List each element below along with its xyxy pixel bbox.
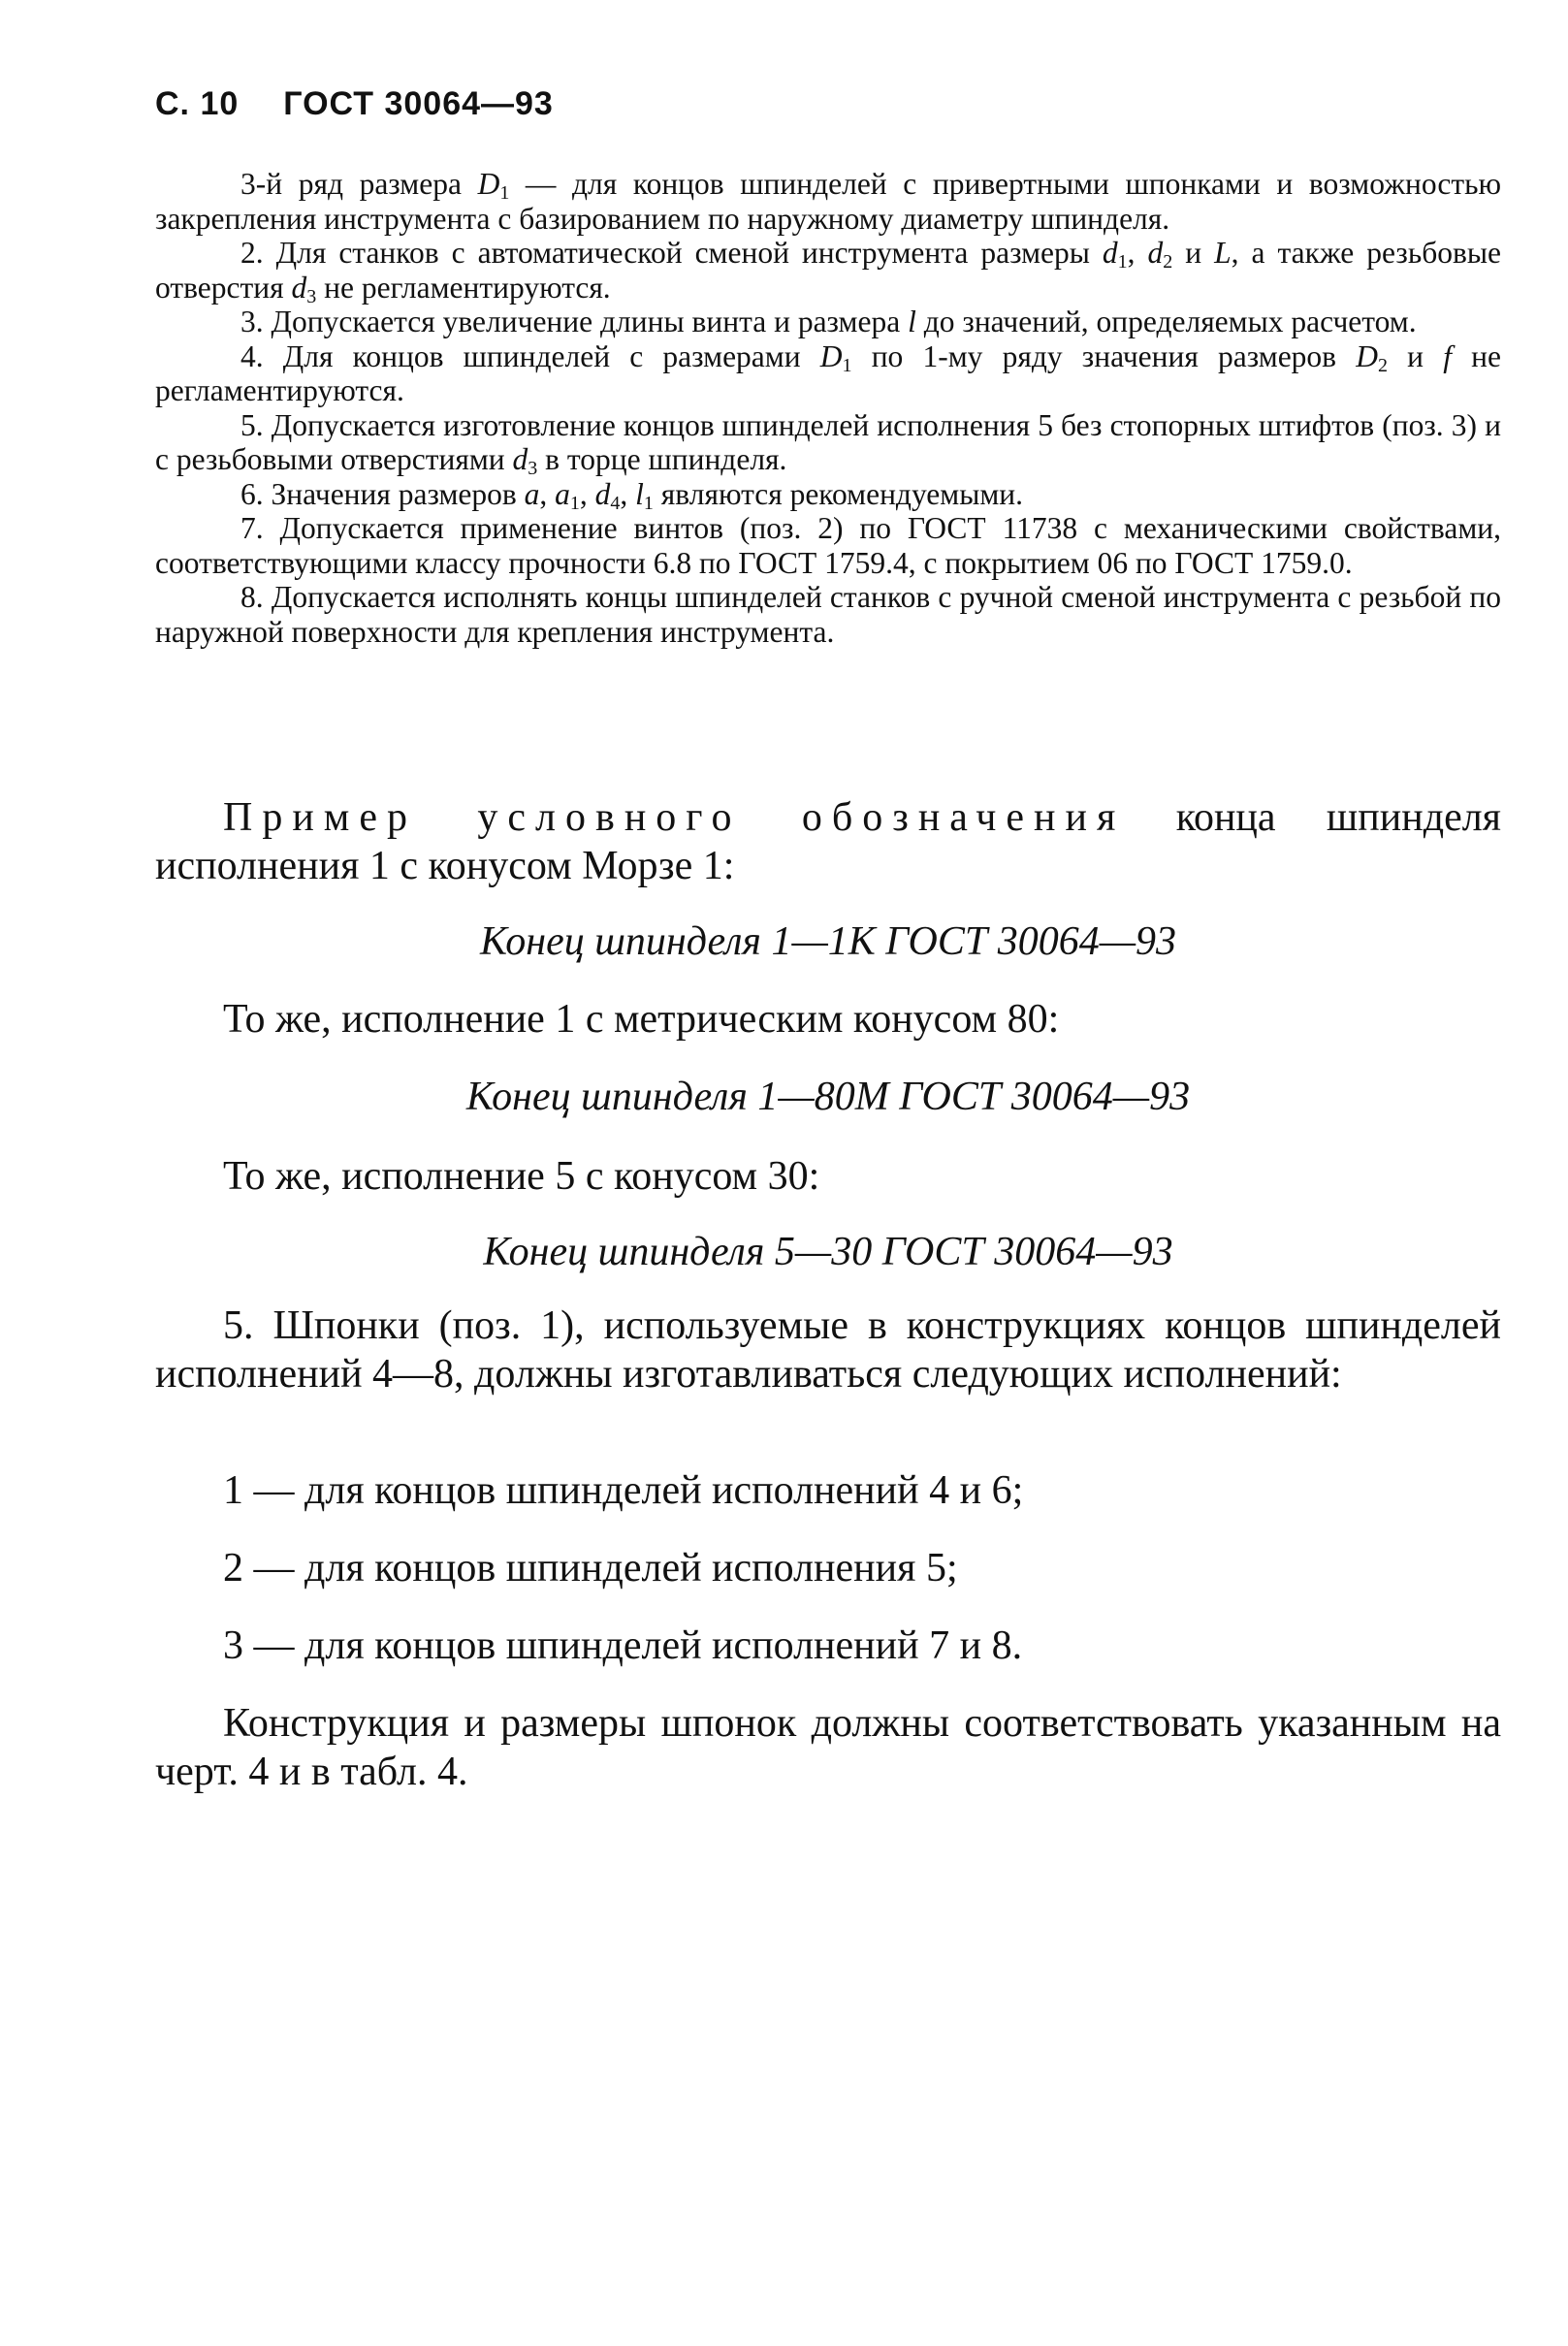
note-6: 6. Значения размеров a, $a_1$, $d_4$, $l_1$ являются рекомендуемыми.	[240, 476, 1024, 514]
section-5-paragraph: 5. Шпонки (поз. 1), используемые в конструкциях концов шпинделей исполнений 4—8, должны изготавливаться следующих исполнений:	[155, 1303, 1501, 1397]
note-2: 2. Для станков с автоматической сменой инструмента размеры $d_1$, $d_2$ и L, а также резьбовые отверстия $d_3$ не регламентируются.	[155, 236, 1502, 307]
note-3: 3. Допускается увеличение длины винта и размера l до значений, определяемых расчетом.	[240, 305, 1417, 338]
example-same-2: То же, исполнение 5 с конусом 30:	[223, 1154, 820, 1199]
running-head	[155, 85, 554, 123]
example-designation-2: Конец шпинделя 1—80М ГОСТ 30064—93	[465, 1075, 1191, 1119]
note-8: 8. Допускается исполнять концы шпинделей станков с ручной сменой инструмента с резьбой по наружной поверхности для крепления инструмента.	[155, 580, 1501, 649]
example-designation-1: Конец шпинделя 1—1К ГОСТ 30064—93	[479, 919, 1177, 964]
example-same-1: То же, исполнение 1 с метрическим конусом 80:	[223, 997, 1060, 1042]
note-1-continuation: 3-й ряд размера $D_1$ — для концов шпинделей с привертными шпонками и возможностью закрепления инструмента с базированием по наружному диаметру шпинделя.	[155, 167, 1501, 236]
page-number: С. 10	[155, 85, 240, 122]
note-4: 4. Для концов шпинделей с размерами $D_1$ по 1-му ряду значения размеров $D_2$ и f не регламентируются.	[155, 338, 1502, 407]
note-5: 5. Допускается изготовление концов шпинделей исполнения 5 без стопорных штифтов (поз. 3) и с резьбовыми отверстиями $d_3$ в торце шпинделя.	[155, 407, 1501, 479]
note-7: 7. Допускается применение винтов (поз. 2) по ГОСТ 11738 с механическими свойствами, соответствующими классу прочности 6.8 по ГОСТ 1759.4, с покрытием 06 по ГОСТ 1759.0.	[155, 511, 1501, 580]
list-item: 3 — для концов шпинделей исполнений 7 и 8.	[223, 1623, 1023, 1668]
example-intro: Пример условного обозначения конца шпинделя исполнения 1 с конусом Морзе 1:	[155, 795, 1501, 888]
table-notes	[155, 167, 1501, 649]
standard-designation: ГОСТ 30064—93	[283, 85, 554, 122]
list-item: 1 — для концов шпинделей исполнений 4 и 6;	[223, 1468, 1024, 1513]
list-item: 2 — для концов шпинделей исполнения 5;	[223, 1546, 958, 1591]
example-designation-3: Конец шпинделя 5—30 ГОСТ 30064—93	[483, 1230, 1173, 1274]
section-5-closing: Конструкция и размеры шпонок должны соответствовать указанным на черт. 4 и в табл. 4.	[155, 1701, 1501, 1794]
